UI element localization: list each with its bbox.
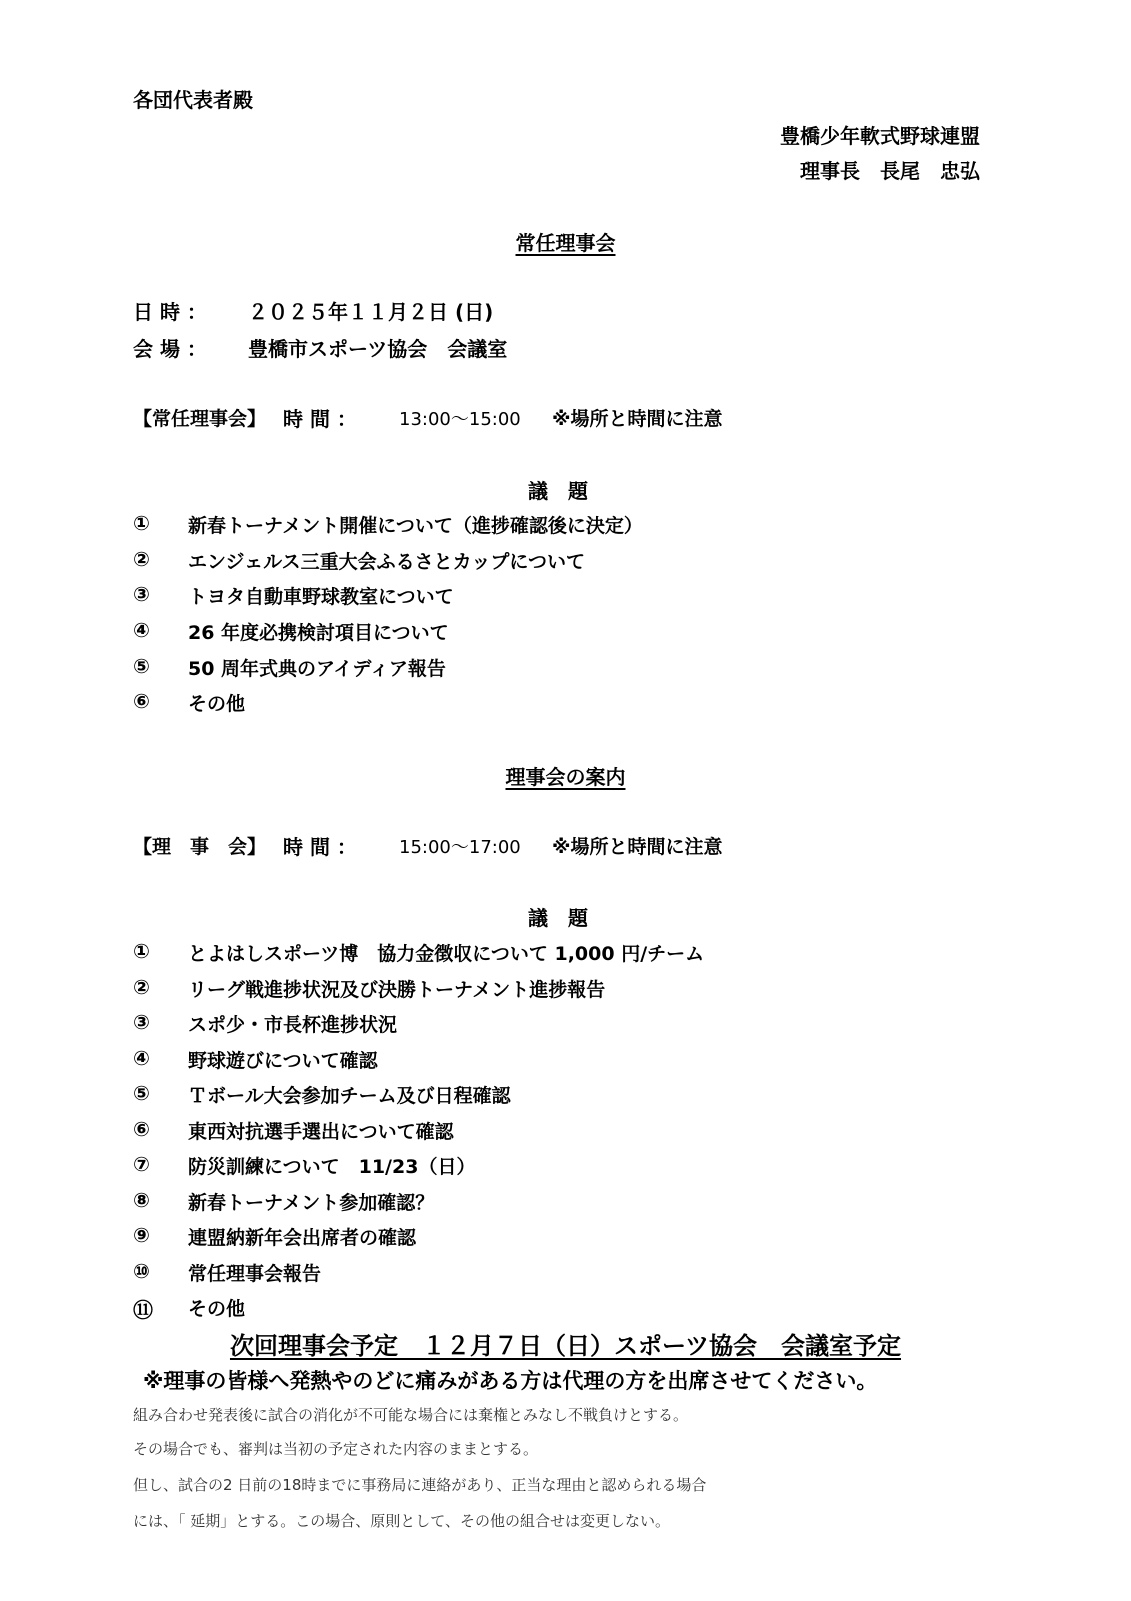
agenda2-item-number: ⑤ [133, 1081, 150, 1105]
agenda2-item-text: 常任理事会報告 [188, 1263, 322, 1285]
agenda2-item-number: ⑨ [133, 1223, 150, 1247]
health-notice: ※理事の皆様へ発熱やのどに痛みがある方は代理の方を出席させてください。 [143, 1369, 878, 1393]
venue-label: 会 場 ： [133, 337, 207, 361]
section1-agenda-title: 議 題 [528, 479, 588, 503]
agenda2-item-text: スポ少・市長杯進捗状況 [188, 1014, 398, 1036]
agenda2-item-number: ⑪ [133, 1298, 153, 1322]
agenda2-item-text: 防災訓練について 11/23（日） [188, 1156, 476, 1178]
addressee: 各団代表者殿 [133, 88, 253, 112]
session2-time-label: 時 間 ： [283, 835, 357, 859]
session2-label: 【理 事 会】 [133, 836, 267, 858]
rule-note: には、「 延期」とする。この場合、原則として、その他の組合せは変更しない。 [133, 1512, 670, 1530]
session1-time-label: 時 間 ： [283, 407, 357, 431]
rule-note: その場合でも、審判は当初の予定された内容のままとする。 [133, 1440, 539, 1458]
session2-time-note: ※場所と時間に注意 [552, 836, 723, 858]
organization-name: 豊橋少年軟式野球連盟 [780, 124, 980, 148]
agenda2-item-number: ⑦ [133, 1152, 150, 1176]
section2-title: 理事会の案内 [505, 765, 626, 789]
venue-value: 豊橋市スポーツ協会 会議室 [248, 337, 508, 361]
agenda2-item-number: ③ [133, 1010, 150, 1034]
agenda1-item-text: エンジェルス三重大会ふるさとカップについて [188, 551, 586, 573]
next-meeting: 次回理事会予定 １２月７日（日）スポーツ協会 会議室予定 [229, 1332, 902, 1360]
agenda2-item-number: ⑥ [133, 1117, 150, 1141]
agenda2-item-text: その他 [188, 1298, 246, 1320]
section2-agenda-title: 議 題 [528, 906, 588, 930]
agenda2-item-text: リーグ戦進捗状況及び決勝トーナメント進捗報告 [188, 979, 606, 1001]
agenda2-item-text: Ｔボール大会参加チーム及び日程確認 [188, 1085, 511, 1107]
agenda1-item-number: ① [133, 511, 150, 535]
agenda1-item-number: ④ [133, 618, 150, 642]
date-label: 日 時 ： [133, 300, 207, 324]
agenda2-item-number: ④ [133, 1046, 150, 1070]
section1-title: 常任理事会 [515, 231, 616, 255]
agenda2-item-number: ② [133, 975, 150, 999]
agenda1-item-number: ⑤ [133, 654, 150, 678]
agenda2-item-number: ① [133, 939, 150, 963]
chairman-name: 理事長 長尾 忠弘 [800, 159, 980, 183]
agenda1-item-number: ② [133, 547, 150, 571]
agenda1-item-text: 50 周年式典のアイディア報告 [188, 658, 446, 680]
agenda2-item-number: ⑩ [133, 1259, 150, 1283]
session1-time-note: ※場所と時間に注意 [552, 408, 723, 430]
rule-note: 組み合わせ発表後に試合の消化が不可能な場合には棄権とみなし不戦負けとする。 [133, 1406, 689, 1424]
session1-time-value: 13:00～15:00 [399, 409, 521, 430]
agenda1-item-text: 26 年度必携検討項目について [188, 622, 449, 644]
agenda2-item-text: とよはしスポーツ博 協力金徴収について 1,000 円/チーム [188, 943, 705, 965]
agenda1-item-number: ⑥ [133, 689, 150, 713]
session1-label: 【常任理事会】 [133, 408, 267, 430]
agenda1-item-number: ③ [133, 582, 150, 606]
agenda2-item-number: ⑧ [133, 1188, 150, 1212]
agenda2-item-text: 新春トーナメント参加確認？ [188, 1192, 435, 1214]
session2-time-value: 15:00～17:00 [399, 837, 521, 858]
agenda2-item-text: 東西対抗選手選出について確認 [188, 1121, 454, 1143]
agenda2-item-text: 連盟納新年会出席者の確認 [188, 1227, 417, 1249]
agenda1-item-text: 新春トーナメント開催について（進捗確認後に決定） [188, 515, 643, 537]
agenda1-item-text: トヨタ自動車野球教室について [188, 586, 454, 608]
date-value: ２０２５年１１月２日 (日) [248, 300, 494, 324]
agenda1-item-text: その他 [188, 693, 246, 715]
agenda2-item-text: 野球遊びについて確認 [188, 1050, 378, 1072]
rule-note: 但し、試合の2 日前の18時までに事務局に連絡があり、正当な理由と認められる場合 [133, 1476, 707, 1494]
